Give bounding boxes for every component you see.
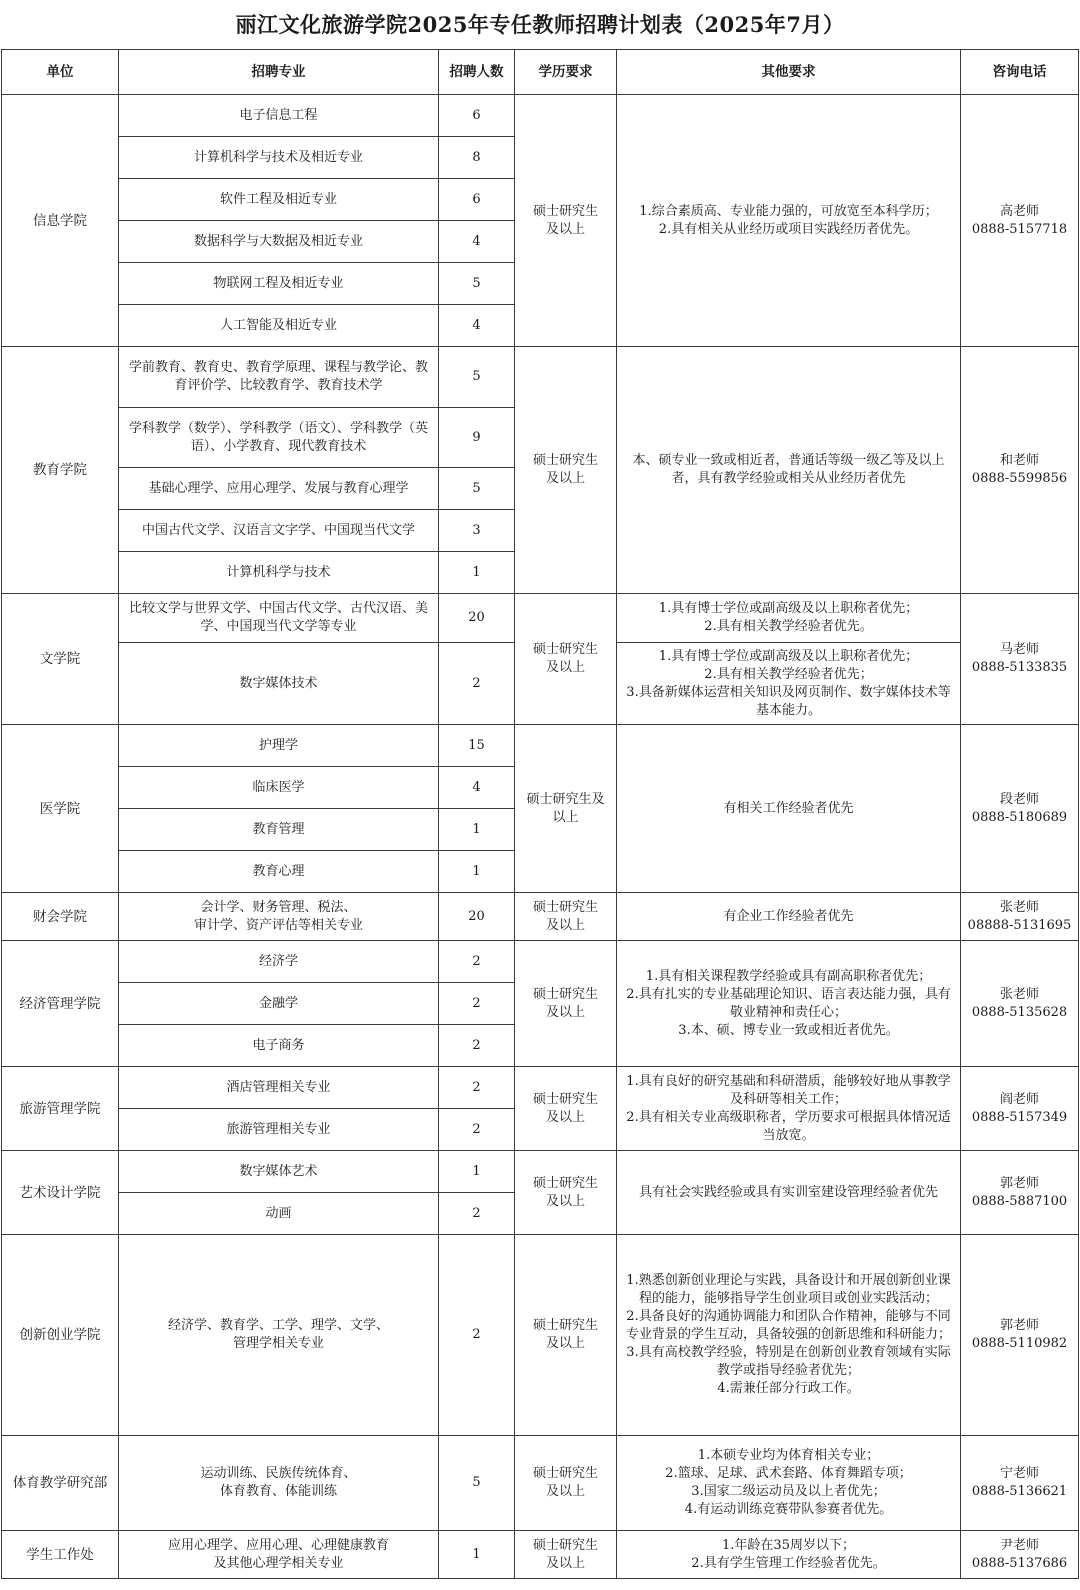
unit-cell: 文学院 bbox=[2, 594, 119, 725]
education-cell: 硕士研究生及 以上 bbox=[515, 725, 617, 893]
major-cell: 会计学、财务管理、税法、 审计学、资产评估等相关专业 bbox=[119, 893, 439, 941]
education-cell: 硕士研究生 及以上 bbox=[515, 594, 617, 725]
major-cell: 金融学 bbox=[119, 983, 439, 1025]
unit-cell: 医学院 bbox=[2, 725, 119, 893]
table-row bbox=[2, 1235, 1079, 1436]
major-cell: 动画 bbox=[119, 1193, 439, 1235]
major-cell: 数字媒体艺术 bbox=[119, 1151, 439, 1193]
major-cell: 经济学、教育学、工学、理学、文学、 管理学相关专业 bbox=[119, 1235, 439, 1436]
education-cell: 硕士研究生 及以上 bbox=[515, 1235, 617, 1436]
count-cell: 5 bbox=[439, 263, 515, 305]
requirements-cell: 1.具有相关课程教学经验或具有副高职称者优先； 2.具有扎实的专业基础理论知识、语言表达能力强，具有敬业精神和责任心； 3.本、硕、博专业一致或相近者优先。 bbox=[617, 941, 961, 1067]
requirements-cell: 有相关工作经验者优先 bbox=[617, 725, 961, 893]
major-cell: 电子信息工程 bbox=[119, 95, 439, 137]
major-cell: 应用心理学、应用心理、心理健康教育 及其他心理学相关专业 bbox=[119, 1531, 439, 1579]
major-cell: 旅游管理相关专业 bbox=[119, 1109, 439, 1151]
header-phone: 咨询电话 bbox=[961, 50, 1079, 95]
count-cell: 1 bbox=[439, 1151, 515, 1193]
contact-cell: 尹老师 0888-5137686 bbox=[961, 1531, 1079, 1579]
education-cell: 硕士研究生 及以上 bbox=[515, 95, 617, 347]
header-unit: 单位 bbox=[2, 50, 119, 95]
count-cell: 2 bbox=[439, 1025, 515, 1067]
unit-cell: 经济管理学院 bbox=[2, 941, 119, 1067]
major-cell: 教育心理 bbox=[119, 851, 439, 893]
major-cell: 比较文学与世界文学、中国古代文学、古代汉语、美学、中国现当代文学等专业 bbox=[119, 594, 439, 643]
page-title: 丽江文化旅游学院2025年专任教师招聘计划表（2025年7月） bbox=[235, 12, 845, 37]
contact-cell: 段老师 0888-5180689 bbox=[961, 725, 1079, 893]
education-cell: 硕士研究生 及以上 bbox=[515, 1151, 617, 1235]
requirements-cell: 1.具有博士学位或副高级及以上职称者优先； 2.具有相关教学经验者优先。 bbox=[617, 594, 961, 643]
count-cell: 4 bbox=[439, 221, 515, 263]
header-row bbox=[2, 50, 1079, 95]
major-cell: 护理学 bbox=[119, 725, 439, 767]
major-cell: 数据科学与大数据及相近专业 bbox=[119, 221, 439, 263]
unit-cell: 创新创业学院 bbox=[2, 1235, 119, 1436]
contact-cell: 张老师 0888-5135628 bbox=[961, 941, 1079, 1067]
count-cell: 6 bbox=[439, 95, 515, 137]
count-cell: 4 bbox=[439, 305, 515, 347]
header-other: 其他要求 bbox=[617, 50, 961, 95]
major-cell: 经济学 bbox=[119, 941, 439, 983]
major-cell: 人工智能及相近专业 bbox=[119, 305, 439, 347]
contact-cell: 郭老师 0888-5887100 bbox=[961, 1151, 1079, 1235]
table-body bbox=[2, 95, 1079, 1579]
contact-cell: 阎老师 0888-5157349 bbox=[961, 1067, 1079, 1151]
count-cell: 1 bbox=[439, 1531, 515, 1579]
major-cell: 临床医学 bbox=[119, 767, 439, 809]
unit-cell: 艺术设计学院 bbox=[2, 1151, 119, 1235]
major-cell: 数字媒体技术 bbox=[119, 643, 439, 725]
major-cell: 电子商务 bbox=[119, 1025, 439, 1067]
contact-cell: 张老师 08888-5131695 bbox=[961, 893, 1079, 941]
table-row bbox=[2, 347, 1079, 408]
major-cell: 酒店管理相关专业 bbox=[119, 1067, 439, 1109]
count-cell: 5 bbox=[439, 468, 515, 510]
table-row bbox=[2, 1151, 1079, 1193]
count-cell: 4 bbox=[439, 767, 515, 809]
count-cell: 20 bbox=[439, 594, 515, 643]
requirements-cell: 1.具有博士学位或副高级及以上职称者优先； 2.具有相关教学经验者优先； 3.具备新媒体运营相关知识及网页制作、数字媒体技术等基本能力。 bbox=[617, 643, 961, 725]
count-cell: 15 bbox=[439, 725, 515, 767]
requirements-cell: 1.具有良好的研究基础和科研潜质，能够较好地从事教学及科研等相关工作； 2.具有相关专业高级职称者，学历要求可根据具体情况适当放宽。 bbox=[617, 1067, 961, 1151]
table-row bbox=[2, 95, 1079, 137]
contact-cell: 高老师 0888-5157718 bbox=[961, 95, 1079, 347]
table-row bbox=[2, 893, 1079, 941]
education-cell: 硕士研究生 及以上 bbox=[515, 347, 617, 594]
major-cell: 软件工程及相近专业 bbox=[119, 179, 439, 221]
education-cell: 硕士研究生 及以上 bbox=[515, 1531, 617, 1579]
unit-cell: 教育学院 bbox=[2, 347, 119, 594]
education-cell: 硕士研究生 及以上 bbox=[515, 1436, 617, 1531]
table-row bbox=[2, 1067, 1079, 1109]
count-cell: 2 bbox=[439, 1109, 515, 1151]
requirements-cell: 具有社会实践经验或具有实训室建设管理经验者优先 bbox=[617, 1151, 961, 1235]
count-cell: 6 bbox=[439, 179, 515, 221]
unit-cell: 旅游管理学院 bbox=[2, 1067, 119, 1151]
count-cell: 2 bbox=[439, 1193, 515, 1235]
contact-cell: 郭老师 0888-5110982 bbox=[961, 1235, 1079, 1436]
unit-cell: 信息学院 bbox=[2, 95, 119, 347]
count-cell: 2 bbox=[439, 1235, 515, 1436]
table-row bbox=[2, 594, 1079, 643]
header-count: 招聘人数 bbox=[439, 50, 515, 95]
requirements-cell: 有企业工作经验者优先 bbox=[617, 893, 961, 941]
major-cell: 学科教学（数学）、学科教学（语文）、学科教学（英语）、小学教育、现代教育技术 bbox=[119, 408, 439, 468]
table-row bbox=[2, 1436, 1079, 1531]
major-cell: 基础心理学、应用心理学、发展与教育心理学 bbox=[119, 468, 439, 510]
count-cell: 1 bbox=[439, 552, 515, 594]
header-major: 招聘专业 bbox=[119, 50, 439, 95]
requirements-cell: 1.本硕专业均为体育相关专业； 2.篮球、足球、武术套路、体育舞蹈专项； 3.国家二级运动员及以上者优先； 4.有运动训练竞赛带队参赛者优先。 bbox=[617, 1436, 961, 1531]
count-cell: 5 bbox=[439, 347, 515, 408]
requirements-cell: 本、硕专业一致或相近者，普通话等级一级乙等及以上者，具有教学经验或相关从业经历者优先 bbox=[617, 347, 961, 594]
table-row bbox=[2, 941, 1079, 983]
recruitment-table bbox=[1, 49, 1079, 1579]
count-cell: 8 bbox=[439, 137, 515, 179]
count-cell: 2 bbox=[439, 983, 515, 1025]
contact-cell: 马老师 0888-5133835 bbox=[961, 594, 1079, 725]
count-cell: 5 bbox=[439, 1436, 515, 1531]
requirements-cell: 1.熟悉创新创业理论与实践，具备设计和开展创新创业课程的能力，能够指导学生创业项目或创业实践活动； 2.具备良好的沟通协调能力和团队合作精神，能够与不同专业背景的学生互动，具备较强的创新思维和科研能力； 3.具有高校教学经验，特别是在创新创业教育领域有实际教学或指导经验者优先； 4.需兼任部分行政工作。 bbox=[617, 1235, 961, 1436]
major-cell: 计算机科学与技术及相近专业 bbox=[119, 137, 439, 179]
major-cell: 教育管理 bbox=[119, 809, 439, 851]
major-cell: 学前教育、教育史、教育学原理、课程与教学论、教育评价学、比较教育学、教育技术学 bbox=[119, 347, 439, 408]
requirements-cell: 1.综合素质高、专业能力强的，可放宽至本科学历； 2.具有相关从业经历或项目实践经历者优先。 bbox=[617, 95, 961, 347]
count-cell: 2 bbox=[439, 1067, 515, 1109]
unit-cell: 财会学院 bbox=[2, 893, 119, 941]
contact-cell: 和老师 0888-5599856 bbox=[961, 347, 1079, 594]
count-cell: 3 bbox=[439, 510, 515, 552]
count-cell: 20 bbox=[439, 893, 515, 941]
requirements-cell: 1.年龄在35周岁以下； 2.具有学生管理工作经验者优先。 bbox=[617, 1531, 961, 1579]
contact-cell: 宁老师 0888-5136621 bbox=[961, 1436, 1079, 1531]
unit-cell: 体育教学研究部 bbox=[2, 1436, 119, 1531]
count-cell: 1 bbox=[439, 851, 515, 893]
table-row bbox=[2, 725, 1079, 767]
header-education: 学历要求 bbox=[515, 50, 617, 95]
count-cell: 2 bbox=[439, 941, 515, 983]
major-cell: 物联网工程及相近专业 bbox=[119, 263, 439, 305]
unit-cell: 学生工作处 bbox=[2, 1531, 119, 1579]
education-cell: 硕士研究生 及以上 bbox=[515, 941, 617, 1067]
major-cell: 计算机科学与技术 bbox=[119, 552, 439, 594]
major-cell: 中国古代文学、汉语言文字学、中国现当代文学 bbox=[119, 510, 439, 552]
count-cell: 1 bbox=[439, 809, 515, 851]
major-cell: 运动训练、民族传统体育、 体育教育、体能训练 bbox=[119, 1436, 439, 1531]
table-row bbox=[2, 1531, 1079, 1579]
education-cell: 硕士研究生 及以上 bbox=[515, 1067, 617, 1151]
count-cell: 9 bbox=[439, 408, 515, 468]
education-cell: 硕士研究生 及以上 bbox=[515, 893, 617, 941]
count-cell: 2 bbox=[439, 643, 515, 725]
